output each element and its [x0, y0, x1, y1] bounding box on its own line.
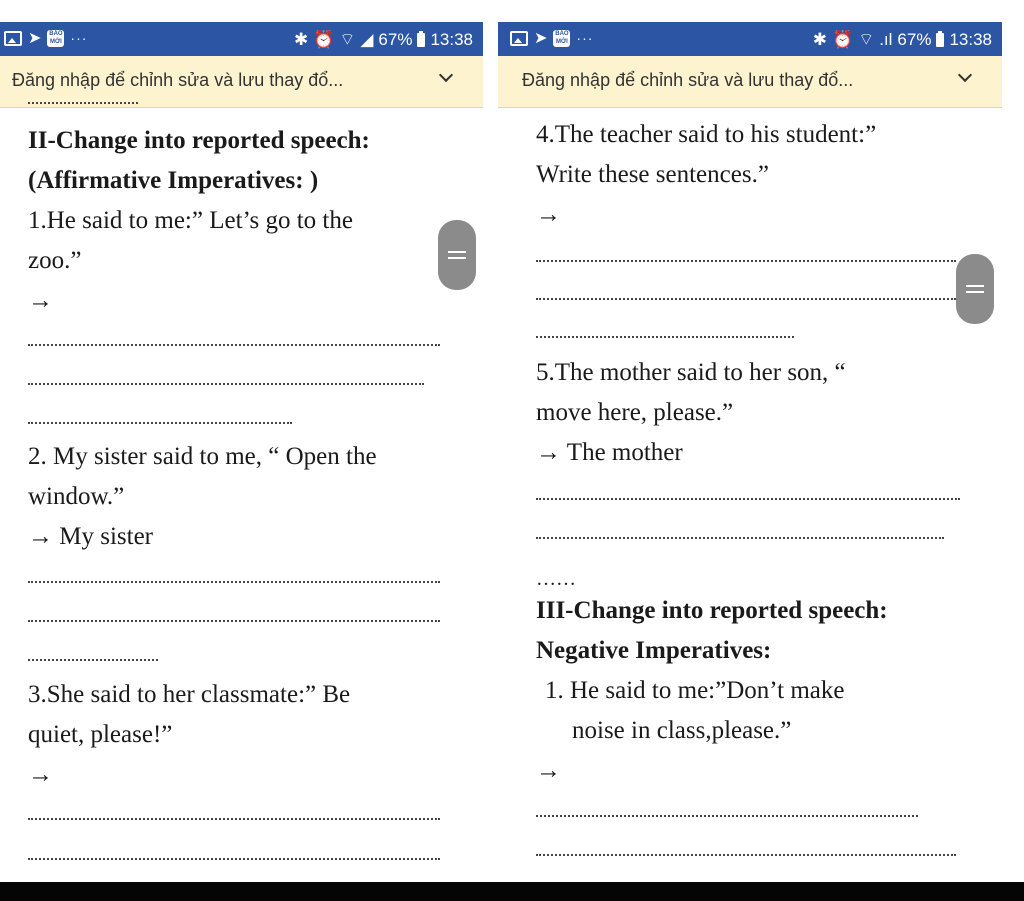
question-4-line-1: 4.The teacher said to his student:”: [536, 121, 877, 148]
answer-line: [28, 383, 424, 385]
question-2-answer-start: → My sister: [28, 523, 153, 550]
right-screenshot-panel: [498, 22, 1002, 882]
question-2-line-1: 2. My sister said to me, “ Open the: [28, 443, 377, 470]
battery-percent: 67%: [378, 29, 413, 49]
answer-line: [536, 336, 794, 338]
bluetooth-icon: ✱: [812, 29, 828, 49]
battery-percent: 67%: [897, 29, 932, 49]
gallery-icon: [4, 31, 22, 46]
bird-icon: ➤: [28, 30, 42, 47]
clock: 13:38: [430, 29, 473, 49]
answer-line: [536, 854, 956, 856]
answer-line: [536, 260, 956, 262]
status-bar-left-icons: [4, 28, 87, 48]
bao-moi-icon: BÁO MỚI: [555, 30, 569, 45]
panel-divider: [483, 0, 498, 882]
answer-arrow: →: [28, 287, 53, 314]
wifi-icon: ⌔: [339, 30, 356, 49]
alarm-icon: ⏰: [313, 29, 335, 49]
bluetooth-icon: ✱: [293, 29, 309, 49]
answer-line: [28, 659, 158, 661]
left-screenshot-panel: [0, 22, 483, 882]
answer-line: [28, 102, 138, 104]
question-2-line-2: window.”: [28, 483, 125, 510]
answer-line: [536, 298, 956, 300]
sign-in-banner[interactable]: [0, 56, 483, 108]
alarm-icon: ⏰: [832, 29, 854, 49]
top-background: [0, 0, 1024, 22]
answer-line: [28, 620, 440, 622]
status-bar-right-icons: [294, 29, 473, 50]
section-heading: II-Change into reported speech:: [28, 127, 370, 154]
gallery-icon: [510, 31, 528, 46]
document-content: [498, 108, 1002, 882]
status-bar-left-icons: [510, 28, 593, 48]
question-5-line-1: 5.The mother said to her son, “: [536, 359, 846, 386]
answer-line: [28, 422, 292, 424]
signal-icon: .ıl: [879, 29, 893, 49]
sign-in-banner[interactable]: [498, 56, 1002, 108]
answer-line: [536, 537, 944, 539]
question-1-line-1: 1.He said to me:” Let’s go to the: [28, 207, 353, 234]
section-subheading: Negative Imperatives:: [536, 637, 772, 664]
answer-line: [28, 581, 440, 583]
chevron-down-icon[interactable]: [440, 70, 452, 82]
right-margin: [1002, 0, 1024, 882]
answer-line: [28, 858, 440, 860]
answer-arrow: →: [536, 757, 561, 784]
sign-in-banner-text: Đăng nhập để chỉnh sửa và lưu thay đổ...: [12, 70, 344, 90]
question-3-line-2: quiet, please!”: [28, 721, 173, 748]
document-content: [0, 108, 483, 882]
question-5-line-2: move here, please.”: [536, 399, 734, 426]
status-bar: [0, 22, 483, 56]
more-notifications-icon: ···: [70, 30, 88, 46]
answer-line: [536, 498, 960, 500]
section-heading: III-Change into reported speech:: [536, 597, 888, 624]
negative-question-1-line-1: 1. He said to me:”Don’t make: [545, 677, 845, 704]
scroll-handle[interactable]: [956, 254, 994, 324]
section-subheading: (Affirmative Imperatives: ): [28, 167, 319, 194]
status-bar-right-icons: [813, 29, 992, 50]
status-bar: [498, 22, 1002, 56]
question-5-answer-start: → The mother: [536, 439, 683, 466]
more-notifications-icon: ···: [576, 30, 594, 46]
question-3-line-1: 3.She said to her classmate:” Be: [28, 681, 351, 708]
short-answer-dots: ……: [536, 568, 576, 590]
bottom-black-bar: [0, 882, 1024, 901]
clock: 13:38: [949, 29, 992, 49]
answer-line: [28, 818, 440, 820]
bird-icon: ➤: [534, 30, 548, 47]
chevron-down-icon[interactable]: [959, 70, 971, 82]
question-4-line-2: Write these sentences.”: [536, 161, 769, 188]
answer-line: [536, 815, 918, 817]
wifi-icon: ⌔: [858, 30, 875, 49]
battery-icon: [936, 33, 944, 47]
sign-in-banner-text: Đăng nhập để chỉnh sửa và lưu thay đổ...: [522, 70, 854, 90]
battery-icon: [417, 33, 425, 47]
answer-line: [28, 344, 440, 346]
answer-arrow: →: [536, 201, 561, 228]
bao-moi-icon: BÁO MỚI: [49, 30, 63, 45]
answer-arrow: →: [28, 761, 53, 788]
question-1-line-2: zoo.”: [28, 247, 82, 274]
negative-question-1-line-2: noise in class,please.”: [572, 717, 792, 744]
scroll-handle[interactable]: [438, 220, 476, 290]
signal-icon: ◢: [360, 29, 374, 49]
